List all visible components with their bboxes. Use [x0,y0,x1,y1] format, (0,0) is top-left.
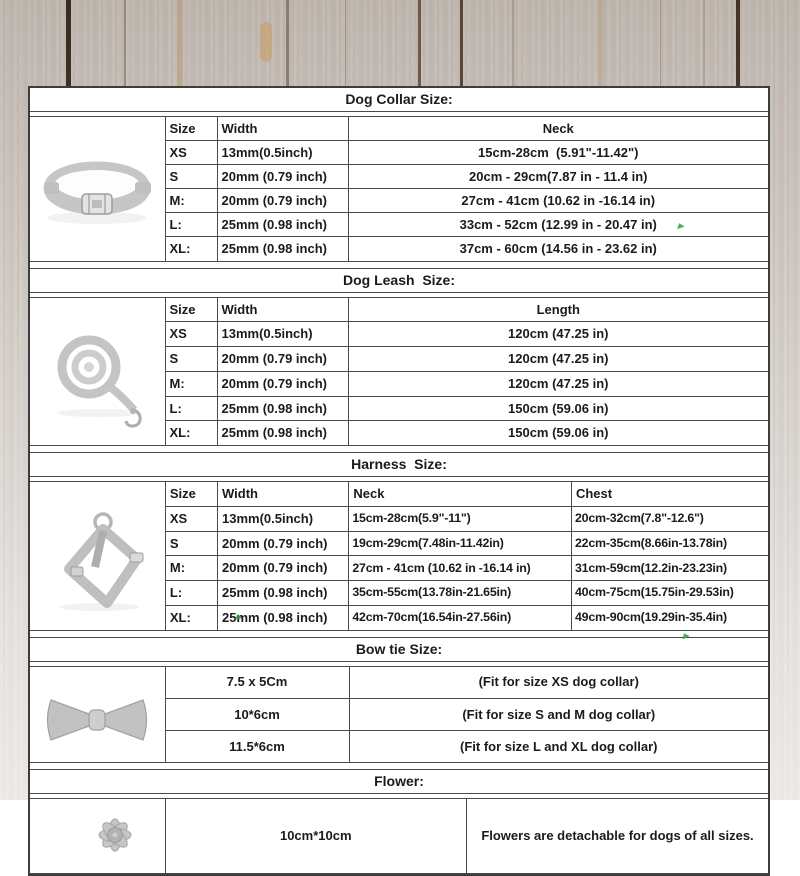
cell-size: S [165,531,217,556]
cell-dimension: 7.5 x 5Cm [165,666,349,698]
section-title-leash: Dog Leash Size: [30,268,768,293]
cell-neck: 37cm - 60cm (14.56 in - 23.62 in) [348,237,768,261]
dog-harness-image [30,482,165,631]
section-title-harness: Harness Size: [30,452,768,477]
cell-neck: 15cm-28cm(5.9"-11") [349,506,572,531]
cell-width: 20mm (0.79 inch) [217,165,348,189]
cell-fit-note: (Fit for size L and XL dog collar) [349,731,768,763]
cell-size: XS [165,141,217,165]
cell-size: XL: [165,605,217,630]
section-title-bowtie: Bow tie Size: [30,637,768,662]
cell-size: L: [165,396,217,421]
cell-width: 25mm (0.98 inch) [217,237,348,261]
cell-chest: 22cm-35cm(8.66in-13.78in) [571,531,768,556]
cell-width: 13mm(0.5inch) [218,506,349,531]
table-row [30,666,768,698]
cell-neck: 33cm - 52cm (12.99 in - 20.47 in) [348,213,768,237]
table-header-row [30,482,768,507]
cell-length: 120cm (47.25 in) [348,347,768,372]
harness-size-table [30,481,768,631]
leash-size-table [30,297,768,447]
cell-width: 25mm (0.98 inch) [218,605,349,630]
column-header-neck: Neck [348,117,768,141]
cell-size: XS [165,506,217,531]
flower-icon [85,813,145,857]
cell-chest: 31cm-59cm(12.2in-23.23in) [571,556,768,581]
wood-paint-chip [260,22,272,62]
cell-neck: 19cm-29cm(7.48in-11.42in) [349,531,572,556]
cell-size: L: [165,581,217,606]
cell-size: S [165,165,217,189]
flower-image [30,799,165,874]
size-chart-panel [28,86,770,876]
bowtie-size-table [30,666,768,764]
column-header-width: Width [217,297,348,322]
cell-neck: 35cm-55cm(13.78in-21.65in) [349,581,572,606]
column-header-size: Size [165,117,217,141]
cell-width: 20mm (0.79 inch) [217,189,348,213]
cell-fit-note: (Fit for size XS dog collar) [349,666,768,698]
cell-width: 25mm (0.98 inch) [217,421,348,446]
cell-dimension: 11.5*6cm [165,731,349,763]
column-header-neck: Neck [349,482,572,507]
cell-size: M: [165,371,217,396]
cell-size: XS [165,322,217,347]
cell-note: Flowers are detachable for dogs of all sizes. [467,799,769,874]
cell-width: 25mm (0.98 inch) [218,581,349,606]
cell-width: 20mm (0.79 inch) [218,556,349,581]
collar-size-table [30,116,768,262]
cell-width: 13mm(0.5inch) [217,322,348,347]
cell-size: S [165,347,217,372]
cell-neck: 27cm - 41cm (10.62 in -16.14 in) [348,189,768,213]
cell-size: XL: [165,421,217,446]
table-header-row [30,117,768,141]
column-header-size: Size [165,297,217,322]
cell-width: 20mm (0.79 inch) [218,531,349,556]
column-header-chest: Chest [571,482,768,507]
cell-size: M: [165,556,217,581]
cell-length: 120cm (47.25 in) [348,371,768,396]
cell-chest: 40cm-75cm(15.75in-29.53in) [571,581,768,606]
cell-length: 150cm (59.06 in) [348,421,768,446]
cell-width: 20mm (0.79 inch) [217,347,348,372]
column-header-length: Length [348,297,768,322]
dog-collar-image [30,117,165,262]
cell-dimension: 10cm*10cm [165,799,467,874]
dog-harness-icon [37,509,157,613]
cell-width: 13mm(0.5inch) [217,141,348,165]
cell-width: 25mm (0.98 inch) [217,396,348,421]
dog-leash-image [30,297,165,446]
cell-size: L: [165,213,217,237]
cell-dimension: 10*6cm [165,698,349,730]
column-header-size: Size [165,482,217,507]
column-header-width: Width [217,117,348,141]
cell-chest: 49cm-90cm(19.29in-35.4in) [571,605,768,630]
bow-tie-icon [42,694,152,746]
section-title-collar: Dog Collar Size: [30,88,768,112]
cell-length: 150cm (59.06 in) [348,396,768,421]
flower-size-table [30,798,768,874]
cell-fit-note: (Fit for size S and M dog collar) [349,698,768,730]
cell-neck: 27cm - 41cm (10.62 in -16.14 in) [349,556,572,581]
cell-size: M: [165,189,217,213]
cell-neck: 20cm - 29cm(7.87 in - 11.4 in) [348,165,768,189]
dog-collar-icon [37,144,157,244]
cell-neck: 15cm-28cm (5.91"-11.42") [348,141,768,165]
cell-chest: 20cm-32cm(7.8"-12.6") [571,506,768,531]
section-title-flower: Flower: [30,769,768,794]
bow-tie-image [30,666,165,763]
column-header-width: Width [218,482,349,507]
cell-neck: 42cm-70cm(16.54in-27.56in) [349,605,572,630]
cell-size: XL: [165,237,217,261]
dog-leash-icon [37,325,157,429]
cell-width: 25mm (0.98 inch) [217,213,348,237]
cell-width: 20mm (0.79 inch) [217,371,348,396]
table-row [30,799,768,874]
cell-length: 120cm (47.25 in) [348,322,768,347]
table-header-row [30,297,768,322]
